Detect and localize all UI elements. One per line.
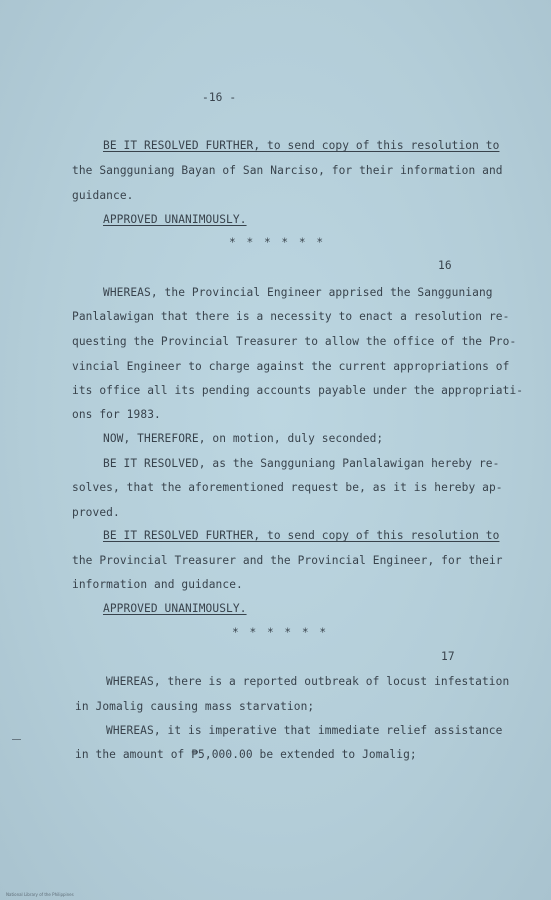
res16-further-line-3: information and guidance. [72, 578, 243, 591]
res16-line-4: vincial Engineer to charge against the current appropriations of [72, 360, 510, 373]
res17-line-2: in Jomalig causing mass starvation; [75, 700, 315, 713]
res16-further-line-1: BE IT RESOLVED FURTHER, to send copy of this resolution to [103, 529, 500, 542]
res16-further-line-2: the Provincial Treasurer and the Provincial Engineer, for their [72, 554, 503, 567]
res16-line-6: ons for 1983. [72, 408, 161, 421]
res16-line-1: WHEREAS, the Provincial Engineer apprised the Sangguniang [103, 286, 493, 299]
footer-text: National Library of the Philippines [6, 892, 74, 897]
res16-resolved-line-3: proved. [72, 506, 120, 519]
res16-line-2: Panlalawigan that there is a necessity to enact a resolution re- [72, 310, 510, 323]
resolution-number-17: 17 [441, 650, 455, 663]
resolved-further-line-3: guidance. [72, 189, 134, 202]
res17-line-1: WHEREAS, there is a reported outbreak of locust infestation [106, 675, 510, 688]
approved-unanimously-1: APPROVED UNANIMOUSLY. [103, 213, 247, 226]
resolution-number-16: 16 [438, 259, 452, 272]
resolved-further-line-1: BE IT RESOLVED FURTHER, to send copy of this resolution to [103, 139, 500, 152]
resolved-further-line-2: the Sangguniang Bayan of San Narciso, for their information and [72, 164, 503, 177]
res16-resolved-line-1: BE IT RESOLVED, as the Sangguniang Panlalawigan hereby re- [103, 457, 500, 470]
approved-unanimously-2: APPROVED UNANIMOUSLY. [103, 602, 247, 615]
res16-now-therefore: NOW, THEREFORE, on motion, duly seconded; [103, 432, 384, 445]
margin-mark [12, 739, 21, 740]
res17-line-4: in the amount of ₱5,000.00 be extended to Jomalig; [75, 748, 417, 761]
separator-stars-1: * * * * * * [229, 236, 326, 249]
separator-stars-2: * * * * * * [232, 626, 329, 639]
res16-line-5: its office all its pending accounts payable under the appropriati- [72, 384, 524, 397]
res16-line-3: questing the Provincial Treasurer to allow the office of the Pro- [72, 335, 517, 348]
res17-line-3: WHEREAS, it is imperative that immediate relief assistance [106, 724, 503, 737]
page-number: -16 - [202, 91, 237, 104]
res16-resolved-line-2: solves, that the aforementioned request be, as it is hereby ap- [72, 481, 503, 494]
